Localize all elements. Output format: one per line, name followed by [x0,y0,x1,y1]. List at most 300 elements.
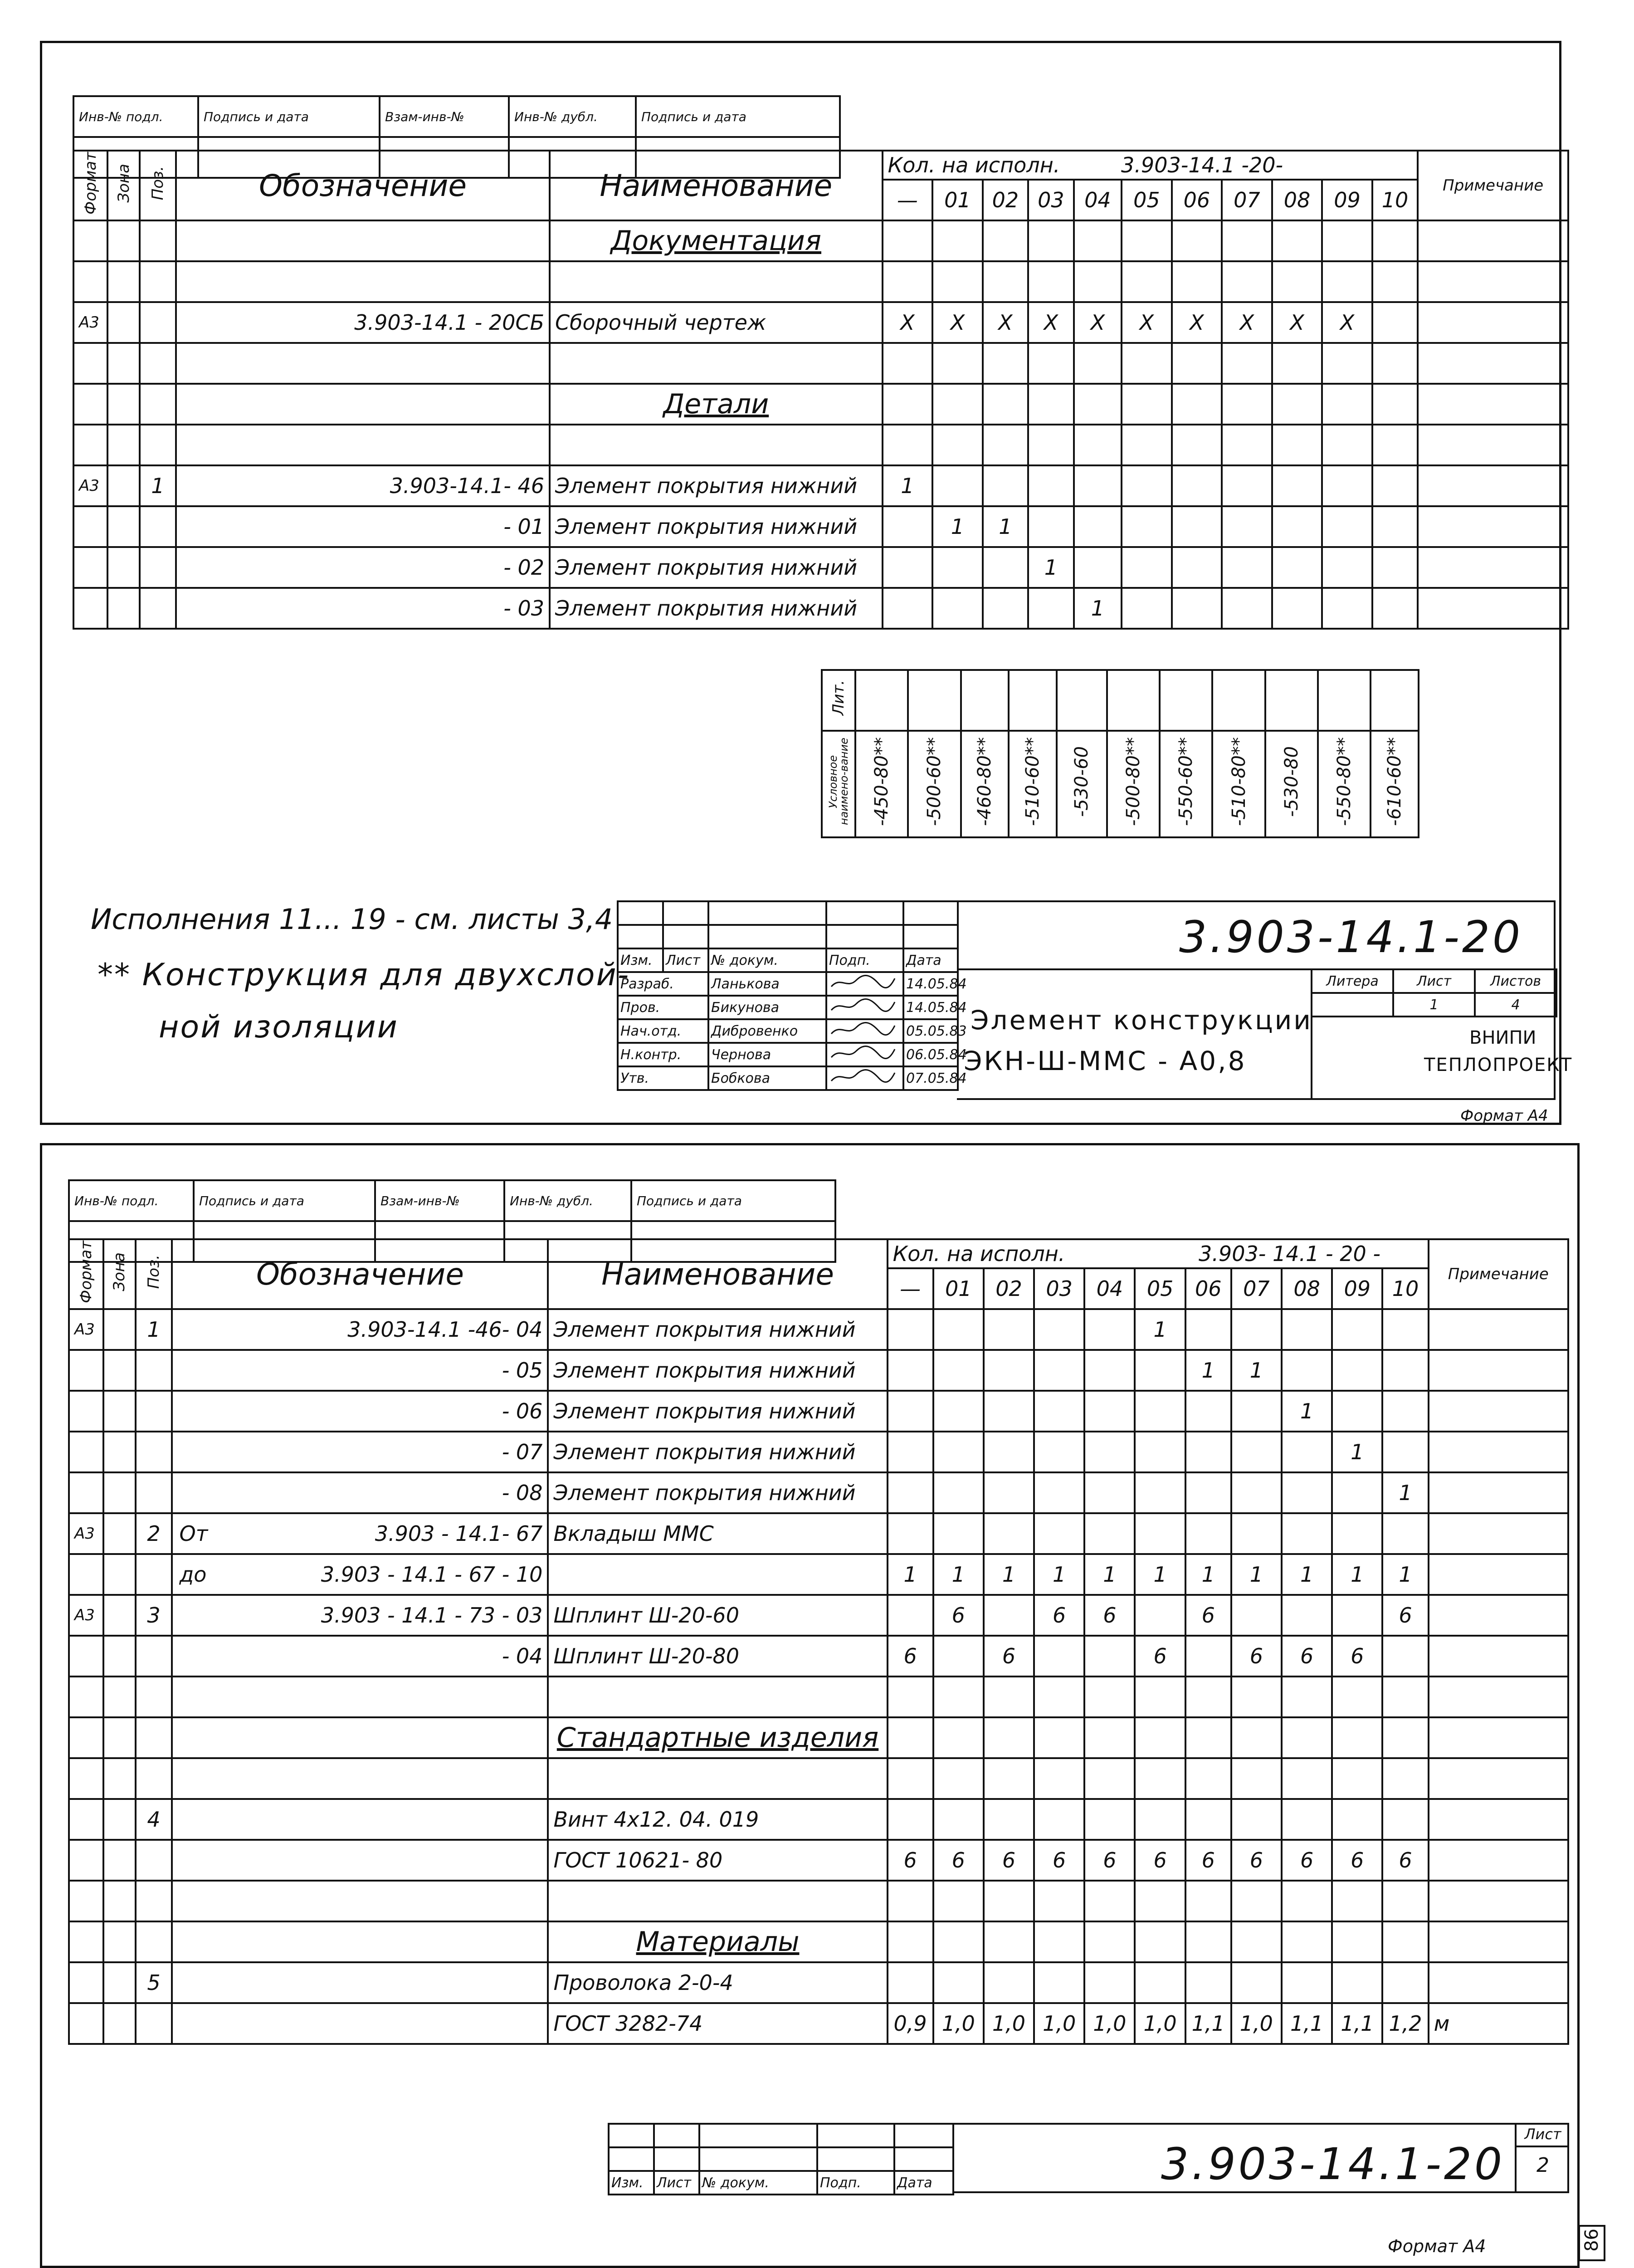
cell-format [69,1962,103,2003]
cell-qty: 6 [1185,1840,1231,1881]
cell-qty [1034,1962,1084,2003]
cell-qty [883,547,933,588]
cell-notes [1418,220,1568,261]
cell-name: Элемент покрытия нижний [548,1309,887,1350]
cell-name [548,1758,887,1799]
cell-qty: 6 [1034,1595,1084,1636]
note-variants: Исполнения 11... 19 - см. листы 3,4 [91,903,613,936]
cell-qty [984,1595,1034,1636]
cell-zone [103,1309,136,1350]
cell-notes [1418,302,1568,343]
cell-qty [1322,588,1372,629]
table-row [69,1717,1568,1758]
cell-name [550,343,883,384]
cell-qty [1122,588,1172,629]
cell-notes [1429,1758,1568,1799]
stamp-hdr: № докум. [699,2171,817,2195]
stamp-hdr: № докум. [708,948,826,972]
sheet-1-stamp-signatures [617,900,967,1091]
cell-qty [984,1309,1034,1350]
cell-notes [1429,1554,1568,1595]
cell-format [69,1391,103,1432]
cell-qty: 1 [983,506,1028,547]
variant-header: 06 [1185,1268,1231,1309]
cell-qty: 6 [1282,1840,1332,1881]
cell-qty [1272,384,1322,425]
cell-qty: 6 [1135,1840,1185,1881]
strip-cell: Подпись и дата [631,1180,835,1221]
cell-qty [1185,1717,1231,1758]
cell-qty: 6 [888,1636,933,1677]
cell-notes [1418,506,1568,547]
cell-format: A3 [73,465,107,506]
variant-header: 05 [1122,180,1172,220]
cell-notes [1429,1921,1568,1962]
cell-qty [1282,1962,1332,2003]
cell-qty [932,588,983,629]
cell-qty [1332,1677,1382,1717]
cell-qty [1135,1350,1185,1391]
cell-qty: 1,0 [1231,2003,1282,2044]
cell-qty: 6 [1282,1636,1332,1677]
header-qty-doc: 3.903- 14.1 - 20 - [1199,1242,1380,1266]
strip-cell: Инв-№ дубл. [509,96,636,137]
stamp-role: Разраб. [618,972,708,996]
lit-cell [1057,670,1107,731]
cell-qty: 1 [1185,1350,1231,1391]
cell-qty [984,1881,1034,1921]
cell-qty [1222,547,1272,588]
cell-qty: 1 [1028,547,1073,588]
cell-qty: 1 [888,1554,933,1595]
cell-zone [103,1717,136,1758]
cell-qty [1084,1881,1135,1921]
cell-name [548,1677,887,1717]
cell-qty [983,425,1028,465]
cell-qty [1074,220,1122,261]
cell-qty: 1 [1074,588,1122,629]
cell-qty [1028,343,1073,384]
cell-qty [1231,1309,1282,1350]
cell-qty [888,1717,933,1758]
cell-designation [172,1513,548,1554]
cell-qty [883,220,933,261]
cell-name: Элемент покрытия нижний [548,1432,887,1472]
table-row [69,1391,1568,1432]
cond-name [1107,731,1160,837]
cell-qty: 6 [933,1840,984,1881]
cell-name: Документация [550,220,883,261]
cell-zone [103,1758,136,1799]
lit-cell [908,670,961,731]
cell-qty [1322,465,1372,506]
cell-qty [1332,1513,1382,1554]
cond-name [961,731,1009,837]
stamp-sheet-box [1515,2123,1569,2193]
cond-name [908,731,961,837]
variant-header: 06 [1172,180,1222,220]
strip-cell: Инв-№ подл. [69,1180,194,1221]
lit-cell [1160,670,1212,731]
cell-qty: 6 [1382,1840,1428,1881]
page-number: 86 [1581,2229,1602,2252]
cell-zone [107,384,139,425]
cell-qty [1372,384,1418,425]
cell-qty [1135,1962,1185,2003]
cell-qty [1084,1309,1135,1350]
cell-qty: 1 [883,465,933,506]
header-name: Наименование [548,1239,887,1309]
cell-qty [888,1513,933,1554]
cell-qty [1282,1472,1332,1513]
cell-format: A3 [69,1309,103,1350]
cell-qty [1034,1799,1084,1840]
cell-designation-text: 3.903-14.1 -46- 04 [347,1317,543,1342]
table-row [69,2003,1568,2044]
table-row [73,261,1568,302]
stamp-designation: 3.903-14.1-20 [1179,912,1523,963]
cell-qty: 1 [1332,1432,1382,1472]
cell-name: Сборочный чертеж [550,302,883,343]
cell-pos [140,261,176,302]
table-row [69,1962,1568,2003]
cell-qty [1222,425,1272,465]
header-qty [888,1239,1429,1268]
cell-qty [1185,1391,1231,1432]
cell-qty [1185,1309,1231,1350]
cell-designation [176,220,550,261]
cell-qty [1382,1391,1428,1432]
cell-name: Стандартные изделия [548,1717,887,1758]
stamp-date: 07.05.84 [903,1066,958,1090]
cell-qty [1282,1350,1332,1391]
cell-name [548,1881,887,1921]
stamp-person-name: Дибровенко [708,1019,826,1043]
cell-name: Винт 4х12. 04. 019 [548,1799,887,1840]
stamp-sheet: 2 [1536,2154,1549,2177]
cell-qty [888,1921,933,1962]
cell-qty: 1 [1231,1350,1282,1391]
cell-qty [1034,1472,1084,1513]
cell-qty [1382,1677,1428,1717]
cell-zone [107,261,139,302]
cell-qty [1172,547,1222,588]
cell-zone [103,1962,136,2003]
sheet-1-spec-table [73,150,1569,630]
cell-qty: X [983,302,1028,343]
cell-qty: 6 [1034,1840,1084,1881]
cond-name-text: -550-60** [1176,737,1197,826]
cell-qty [1084,1717,1135,1758]
cond-name [1265,731,1318,837]
cell-qty [983,343,1028,384]
cell-qty [1034,1758,1084,1799]
cell-notes [1418,465,1568,506]
cell-zone [103,1636,136,1677]
cell-pos [140,547,176,588]
cell-qty [1034,1432,1084,1472]
sheet-2-stamp-signatures [608,2123,954,2195]
header-zone: Зона [103,1239,136,1309]
cell-format [73,425,107,465]
cell-notes [1418,261,1568,302]
cell-designation: - 02 [176,547,550,588]
table-row [69,1636,1568,1677]
cell-pos [140,506,176,547]
cell-format [73,220,107,261]
lit-cell [855,670,908,731]
cell-pos [140,302,176,343]
stamp-hdr: Подп. [817,2171,894,2195]
stamp-hdr: Дата [894,2171,953,2195]
cell-qty [933,1799,984,1840]
cell-pos [136,1636,172,1677]
cell-pos: 2 [136,1513,172,1554]
variant-header: 09 [1332,1268,1382,1309]
cell-pos [140,588,176,629]
cell-qty [1185,1432,1231,1472]
stamp-designation: 3.903-14.1-20 [1161,2139,1505,2190]
cell-qty [1185,1677,1231,1717]
cell-qty [888,1962,933,2003]
cell-designation [172,1758,548,1799]
cell-zone [107,506,139,547]
cell-designation-text: - 04 [502,1644,543,1668]
cell-qty [1382,1636,1428,1677]
cell-pos [136,1432,172,1472]
cell-qty [984,1921,1034,1962]
cell-pos: 3 [136,1595,172,1636]
stamp-date: 06.05.84 [903,1043,958,1066]
cell-qty [1272,465,1322,506]
stamp-hdr: Изм. [618,948,663,972]
table-row [69,1799,1568,1840]
variant-header: 07 [1222,180,1272,220]
cell-format [73,343,107,384]
cell-designation [172,1799,548,1840]
cell-designation [172,1350,548,1391]
cell-qty: 6 [1231,1636,1282,1677]
stamp-person-name: Бобкова [708,1066,826,1090]
cell-pos [136,1554,172,1595]
cell-qty: 6 [1084,1840,1135,1881]
cell-qty [1074,261,1122,302]
note-insulation: ной изоляции [159,1009,399,1045]
cell-qty [933,1472,984,1513]
cell-qty [933,1391,984,1432]
table-row [73,547,1568,588]
cell-qty [1322,506,1372,547]
cell-qty [1282,1309,1332,1350]
cell-zone [107,465,139,506]
cell-qty: 1 [984,1554,1034,1595]
cell-qty [1122,384,1172,425]
cell-format [69,1350,103,1391]
stamp-org-1: ВНИПИ [1469,1027,1536,1048]
cell-designation: 3.903-14.1- 46 [176,465,550,506]
cell-qty [984,1717,1034,1758]
variant-header: 10 [1372,180,1418,220]
cell-qty [888,1472,933,1513]
cell-qty [1231,1962,1282,2003]
cell-qty [983,261,1028,302]
cell-format [73,506,107,547]
cell-designation [172,1636,548,1677]
cell-pos: 1 [140,465,176,506]
cell-qty [984,1472,1034,1513]
cell-qty [1332,1472,1382,1513]
cell-qty [1185,1472,1231,1513]
header-format: Формат [73,151,107,220]
cell-qty: 6 [1332,1840,1382,1881]
cond-name [1057,731,1107,837]
table-row [69,1309,1568,1350]
cell-notes [1429,1432,1568,1472]
lit-label-text: Лит. [829,680,848,716]
table-row [73,220,1568,261]
cell-qty [1322,425,1372,465]
cell-qty [1122,343,1172,384]
cell-qty [1332,1595,1382,1636]
cell-qty [1272,547,1322,588]
cond-name-text: -460-80** [974,737,995,826]
cell-qty [1135,1677,1185,1717]
cell-name: Элемент покрытия нижний [550,465,883,506]
variant-header: 04 [1084,1268,1135,1309]
cell-notes [1418,425,1568,465]
strip-cell: Инв-№ дубл. [504,1180,631,1221]
cell-qty [1231,1921,1282,1962]
cell-qty [1185,1921,1231,1962]
cell-qty [1332,1921,1382,1962]
cell-qty [1135,1432,1185,1472]
variant-header: 08 [1272,180,1322,220]
cell-qty: 1 [1135,1554,1185,1595]
stamp-hdr: Дата [903,948,958,972]
cell-qty [1185,1758,1231,1799]
cell-name: Шплинт Ш-20-60 [548,1595,887,1636]
cell-qty [1332,1799,1382,1840]
cell-name [548,1554,887,1595]
cell-designation [172,1717,548,1758]
cell-designation [172,2003,548,2044]
cell-zone [103,1881,136,1921]
table-row [73,588,1568,629]
cell-pos [140,425,176,465]
cell-zone [103,1350,136,1391]
table-row [73,425,1568,465]
cell-qty [1332,1962,1382,2003]
cell-name: Элемент покрытия нижний [550,547,883,588]
cell-format [69,1636,103,1677]
cell-qty: 1 [933,1554,984,1595]
cell-qty [1382,1309,1428,1350]
cell-qty [1034,1717,1084,1758]
cell-format [69,1717,103,1758]
variant-header: 03 [1028,180,1073,220]
cell-qty: 0,9 [888,2003,933,2044]
cell-qty [1172,465,1222,506]
cell-qty [932,261,983,302]
cell-qty [932,220,983,261]
cell-qty [1222,343,1272,384]
stamp-role: Нач.отд. [618,1019,708,1043]
cond-name-text: -530-80 [1281,746,1302,817]
cell-qty [888,1432,933,1472]
cell-qty: 1 [1282,1391,1332,1432]
table-row [69,1432,1568,1472]
stamp-person-row [618,1043,958,1066]
cell-qty [1028,220,1073,261]
cell-qty [883,343,933,384]
table-row [73,302,1568,343]
cell-qty: 1 [932,506,983,547]
cell-qty [1074,343,1122,384]
cell-qty [1282,1513,1332,1554]
cell-qty: 1,2 [1382,2003,1428,2044]
cell-qty [1282,1921,1332,1962]
stamp-hdr: Лист [663,948,708,972]
cell-qty [984,1758,1034,1799]
stamp-person-row [618,996,958,1019]
table-row [73,384,1568,425]
cell-qty [1172,343,1222,384]
cell-qty: X [1172,302,1222,343]
cell-qty [1382,1881,1428,1921]
cell-qty: 1 [1231,1554,1282,1595]
cell-qty [1282,1432,1332,1472]
cell-qty: 6 [1382,1595,1428,1636]
cell-designation [176,343,550,384]
cell-qty [1185,1636,1231,1677]
cond-name-text: -610-60** [1384,737,1405,826]
cell-designation-text: - 07 [502,1440,543,1464]
cell-qty [1322,384,1372,425]
cell-qty [1272,588,1322,629]
cell-qty [933,1513,984,1554]
cell-qty [1332,1309,1382,1350]
cell-qty [933,1881,984,1921]
cell-notes [1429,1799,1568,1840]
cell-qty [1231,1717,1282,1758]
cell-qty [1185,1962,1231,2003]
variant-header: 08 [1282,1268,1332,1309]
stamp-person-row [618,972,958,996]
cell-qty [1372,506,1418,547]
cell-qty [1185,1881,1231,1921]
cell-zone [107,220,139,261]
cell-qty [1034,1921,1084,1962]
table-row [69,1595,1568,1636]
stamp-date: 14.05.84 [903,996,958,1019]
cell-designation [172,1595,548,1636]
cell-format [69,2003,103,2044]
cell-qty [1122,547,1172,588]
cell-notes [1418,547,1568,588]
cell-designation [172,1391,548,1432]
stamp-person-row [618,1019,958,1043]
cell-pos [140,384,176,425]
cell-qty [983,384,1028,425]
signature [826,972,903,996]
cell-qty: X [1122,302,1172,343]
header-designation: Обозначение [172,1239,548,1309]
cell-qty [1034,1636,1084,1677]
variant-header: 03 [1034,1268,1084,1309]
cell-format [69,1921,103,1962]
cell-pos [140,220,176,261]
cell-qty [933,1309,984,1350]
